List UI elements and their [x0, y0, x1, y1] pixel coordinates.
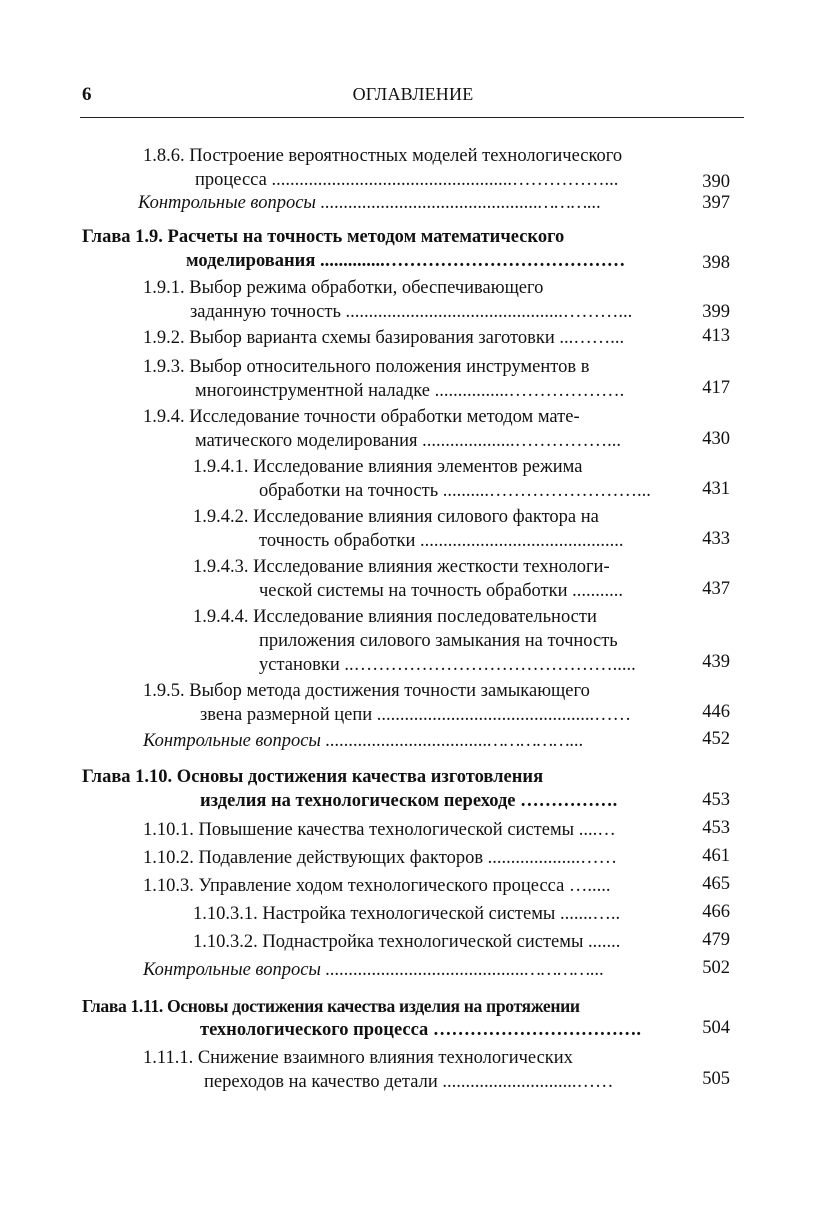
toc-entry-1-9-2[interactable] — [143, 326, 730, 350]
toc-entry-1-9-3[interactable] — [143, 355, 730, 403]
toc-entry-line: 1.9.4.2. Исследование влияния силового фактора на — [193, 507, 599, 527]
toc-page-number: 453 — [702, 818, 730, 838]
toc-page-number: 466 — [702, 902, 730, 922]
toc-entry-line: 1.9.3. Выбор относительного положения инструментов в — [143, 357, 590, 377]
toc-entry-line: заданную точность ...............................................………... — [190, 302, 633, 322]
page-number: 6 — [82, 84, 92, 105]
toc-entry-1-9-4-2[interactable] — [193, 505, 730, 553]
toc-entry-line: ческой системы на точность обработки ........... — [259, 581, 624, 601]
toc-chapter-1-11[interactable] — [82, 994, 730, 1042]
toc-entry-line: 1.9.4.1. Исследование влияния элементов режима — [193, 457, 583, 477]
toc-entry-line: процесса ....................................................……………... — [195, 170, 619, 190]
toc-entry-line: матического моделирования ....................……………... — [195, 431, 621, 451]
toc-page-number: 430 — [702, 429, 730, 449]
toc-entry-line: 1.10.1. Повышение качества технологической системы ....… — [143, 820, 616, 840]
toc-chapter-1-9[interactable] — [82, 225, 730, 273]
toc-page-number: 399 — [702, 302, 730, 322]
toc-entry-line: приложения силового замыкания на точность — [259, 631, 618, 651]
toc-entry-line: переходов на качество детали .............................…… — [204, 1072, 614, 1092]
toc-page-number: 437 — [702, 579, 730, 599]
page-title: ОГЛАВЛЕНИЕ — [352, 84, 474, 104]
toc-page-number: 461 — [702, 846, 730, 866]
toc-entry-line: Глава 1.10. Основы достижения качества изготовления — [82, 767, 544, 787]
toc-entry-line: многоинструментной наладке ................………………. — [195, 381, 625, 401]
toc-page-number: 479 — [702, 930, 730, 950]
toc-entry-line: 1.8.6. Построение вероятностных моделей технологического — [143, 146, 623, 166]
toc-entry-line: Глава 1.11. Основы достижения качества изделия на протяжении — [82, 996, 580, 1016]
toc-entry-line: 1.9.5. Выбор метода достижения точности замыкающего — [143, 681, 590, 701]
toc-entry-review-questions-1-8[interactable] — [138, 191, 730, 215]
toc-page-number: 397 — [702, 193, 730, 213]
toc-entry-review-questions-1-9[interactable] — [143, 729, 730, 753]
toc-page-number: 446 — [702, 702, 730, 722]
running-head — [82, 82, 744, 112]
toc-entry-review-questions-1-10[interactable] — [143, 958, 730, 982]
toc-page-number: 453 — [702, 790, 730, 810]
toc-entry-1-10-2[interactable] — [143, 846, 730, 870]
toc-entry-line: изделия на технологическом переходе ……………. — [200, 791, 618, 811]
toc-entry-1-10-3-1[interactable] — [193, 902, 730, 926]
toc-entry-1-10-3-2[interactable] — [193, 930, 730, 954]
toc-page-number: 413 — [702, 326, 730, 346]
toc-page-number: 502 — [702, 958, 730, 978]
toc-entry-line: обработки на точность ..........……………………... — [259, 481, 651, 501]
toc-entry-line: Контрольные вопросы ...........................................…………... — [143, 960, 605, 980]
toc-entry-line: точность обработки ............................................ — [259, 531, 624, 551]
toc-chapter-1-10[interactable] — [82, 765, 730, 813]
toc-entry-line: 1.9.4.3. Исследование влияния жесткости технологи- — [193, 557, 610, 577]
toc-entry-1-9-4-3[interactable] — [193, 555, 730, 603]
toc-entry-line: 1.9.1. Выбор режима обработки, обеспечивающего — [143, 278, 544, 298]
toc-entry-line: 1.9.4.4. Исследование влияния последовательности — [193, 607, 597, 627]
toc-entry-line: 1.10.2. Подавление действующих факторов ....................…… — [143, 848, 618, 868]
toc-entry-1-10-3[interactable] — [143, 874, 730, 898]
toc-entry-line: 1.9.2. Выбор варианта схемы базирования заготовки ...……... — [143, 328, 625, 348]
toc-page-number: 398 — [702, 253, 730, 273]
toc-entry-line: 1.11.1. Снижение взаимного влияния технологических — [143, 1048, 573, 1068]
toc-entry-line: технологического процесса ……………………………. — [200, 1020, 642, 1040]
toc-entry-1-10-1[interactable] — [143, 818, 730, 842]
toc-entry-1-8-6[interactable] — [143, 144, 730, 192]
toc-entry-1-9-4[interactable] — [143, 405, 730, 453]
toc-entry-line: 1.10.3. Управление ходом технологического процесса …..... — [143, 876, 611, 896]
toc-entry-line: звена размерной цепи ...............................................…… — [200, 705, 632, 725]
toc-page-number: 452 — [702, 729, 730, 749]
toc-page-number: 465 — [702, 874, 730, 894]
toc-entry-1-9-5[interactable] — [143, 679, 730, 727]
toc-entry-line: Контрольные вопросы ...................................……………... — [143, 731, 584, 751]
toc-entry-1-9-4-4[interactable] — [193, 605, 730, 677]
header-rule — [80, 117, 744, 118]
toc-entry-line: моделирования ..............………………………………… — [186, 251, 626, 271]
toc-page-number: 439 — [702, 652, 730, 672]
toc-entry-1-9-1[interactable] — [143, 276, 730, 324]
toc-entry-1-11-1[interactable] — [143, 1046, 730, 1094]
toc-entry-line: 1.10.3.1. Настройка технологической системы .......….. — [193, 904, 621, 924]
toc-entry-line: Глава 1.9. Расчеты на точность методом математического — [82, 227, 565, 247]
toc-entry-line: установки ..……………………………………..... — [259, 655, 636, 675]
toc-page-number: 433 — [702, 529, 730, 549]
toc-entry-1-9-4-1[interactable] — [193, 455, 730, 503]
toc-page-number: 431 — [702, 479, 730, 499]
toc-page-number: 505 — [702, 1069, 730, 1089]
toc-page-number: 390 — [702, 172, 730, 192]
toc-entry-line: 1.9.4. Исследование точности обработки методом мате- — [143, 407, 580, 427]
toc-page-number: 417 — [702, 378, 730, 398]
toc-entry-line: 1.10.3.2. Поднастройка технологической системы ....... — [193, 932, 621, 952]
toc-page-number: 504 — [702, 1018, 730, 1038]
toc-entry-line: Контрольные вопросы ...............................................………... — [138, 193, 602, 213]
